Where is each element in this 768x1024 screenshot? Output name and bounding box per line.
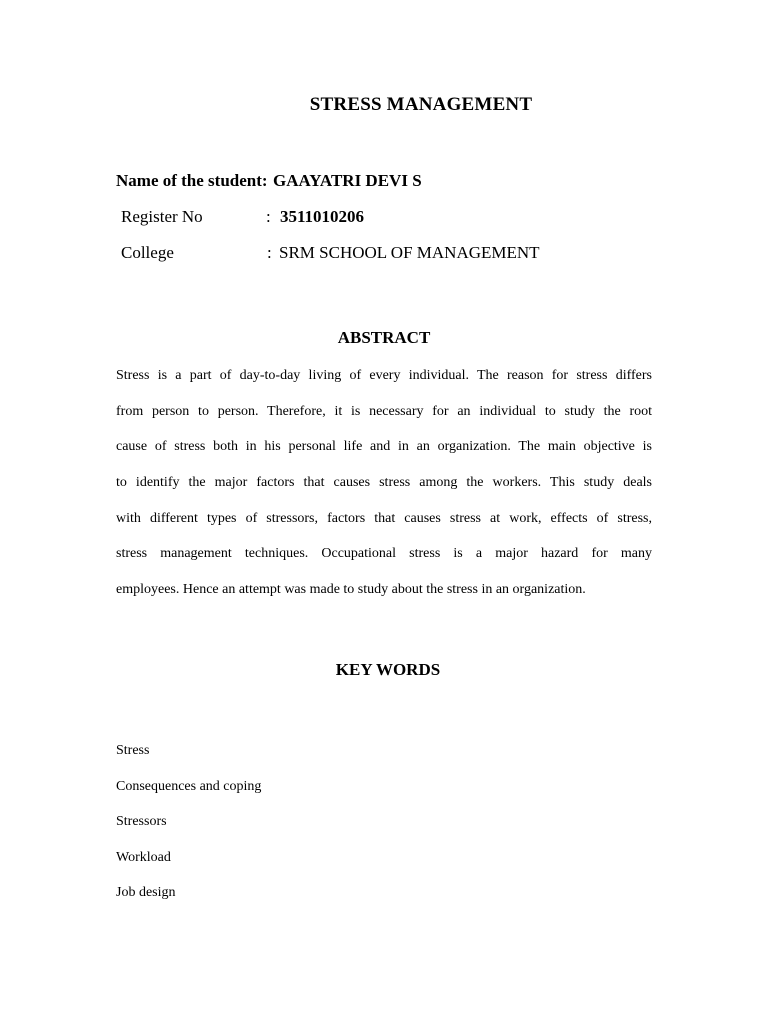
abstract-line: from person to person. Therefore, it is necessary for an individual to study the root: [116, 403, 652, 419]
abstract-line: with different types of stressors, factors that causes stress at work, effects of stress,: [116, 510, 652, 526]
abstract-line: to identify the major factors that causes stress among the workers. This study deals: [116, 475, 652, 491]
abstract-line: employees. Hence an attempt was made to study about the stress in an organization.: [116, 582, 586, 598]
student-name-row: [116, 171, 422, 191]
keyword-item: Consequences and coping: [116, 778, 262, 794]
student-name-label: Name of the student:: [116, 171, 268, 190]
keyword-item: Job design: [116, 885, 176, 901]
register-no-value: 3511010206: [280, 207, 365, 226]
keyword-item: Stressors: [116, 814, 167, 830]
keyword-item: Workload: [116, 849, 171, 865]
abstract-heading: ABSTRACT: [337, 328, 431, 347]
student-name-value: GAAYATRI DEVI S: [273, 171, 422, 190]
register-no-label: Register No: [121, 207, 203, 226]
abstract-body: [116, 366, 652, 616]
document-title: STRESS MANAGEMENT: [309, 94, 533, 115]
college-label: College: [121, 243, 174, 262]
register-no-row: [121, 207, 365, 227]
register-no-separator: :: [266, 207, 271, 226]
college-row: [121, 243, 540, 263]
keyword-item: Stress: [116, 743, 150, 758]
college-separator: :: [267, 243, 272, 262]
college-value: SRM SCHOOL OF MANAGEMENT: [279, 243, 540, 262]
abstract-line: cause of stress both in his personal life and in an organization. The main objective is: [116, 439, 652, 455]
abstract-line: stress management techniques. Occupational stress is a major hazard for many: [116, 546, 652, 562]
keywords-heading: KEY WORDS: [335, 660, 441, 679]
keywords-list: [116, 741, 261, 919]
abstract-line: Stress is a part of day-to-day living of every individual. The reason for stress differs: [116, 368, 652, 383]
